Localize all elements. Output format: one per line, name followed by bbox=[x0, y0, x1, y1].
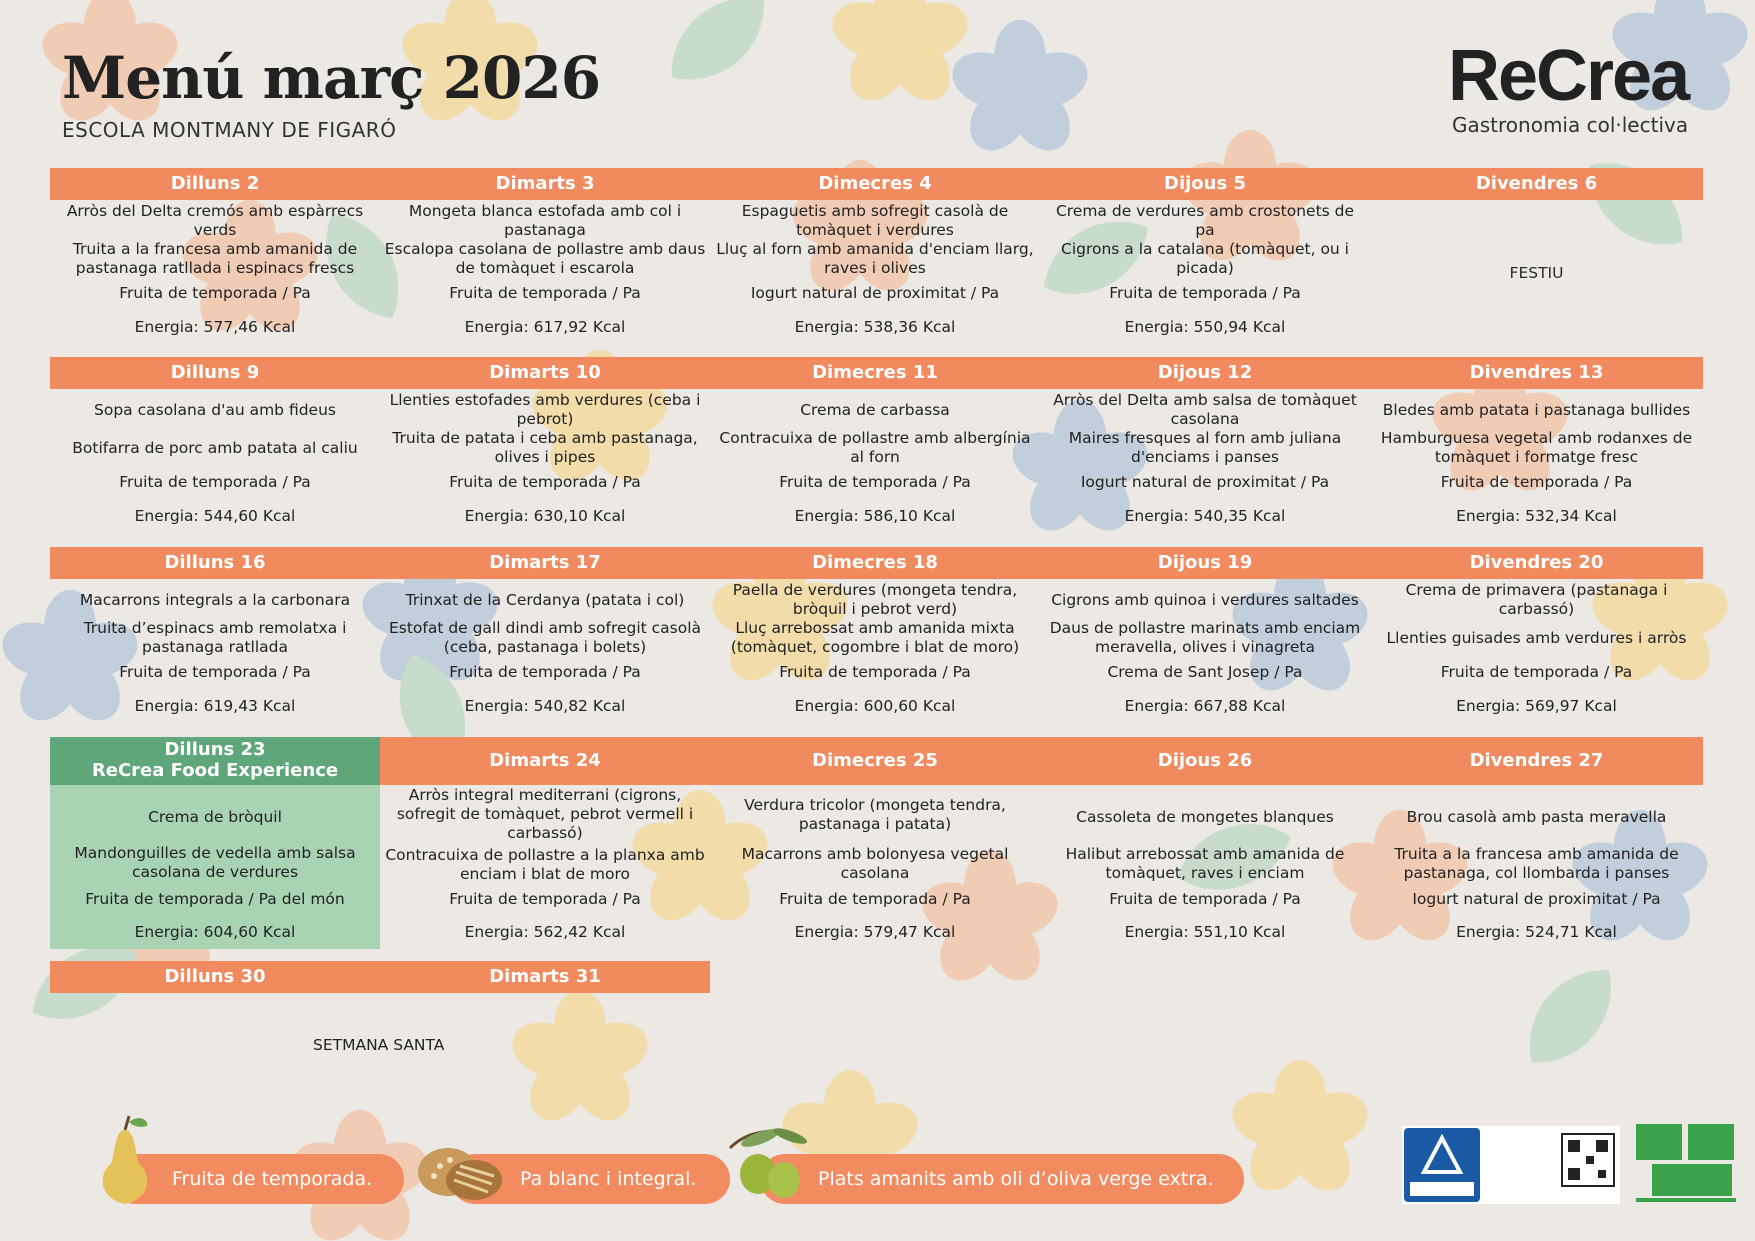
tuv-certification-badge bbox=[1402, 1126, 1620, 1204]
energy: Energia: 630,10 Kcal bbox=[464, 506, 626, 525]
week-1 bbox=[50, 168, 1703, 344]
dessert: Fruita de temporada / Pa bbox=[119, 662, 311, 681]
olive-icon bbox=[720, 1118, 820, 1208]
day-header: Dijous 26 bbox=[1040, 737, 1370, 785]
bo-sa-daqui-logo bbox=[1632, 1120, 1742, 1204]
energy: Energia: 667,88 Kcal bbox=[1124, 696, 1286, 715]
day-header: Dimarts 24 bbox=[380, 737, 710, 785]
second-course: Contracuixa de pollastre amb albergínia al forn bbox=[719, 429, 1031, 466]
energy: Energia: 524,71 Kcal bbox=[1456, 922, 1617, 941]
day-menu bbox=[1040, 785, 1370, 949]
day-menu bbox=[1370, 785, 1703, 949]
day-header: Dijous 5 bbox=[1040, 168, 1370, 200]
second-course: Daus de pollastre marinats amb enciam meravella, olives i vinagreta bbox=[1049, 619, 1361, 656]
energy: Energia: 619,43 Kcal bbox=[134, 696, 296, 715]
first-course: Paella de verdures (mongeta tendra, bròquil i pebrot verd) bbox=[732, 581, 1018, 618]
second-course: Cigrons a la catalana (tomàquet, ou i picada) bbox=[1061, 240, 1349, 277]
day-header: Dilluns 16 bbox=[50, 547, 380, 579]
day-header: Dimarts 17 bbox=[380, 547, 710, 579]
energy: Energia: 538,36 Kcal bbox=[794, 317, 956, 336]
day-header: Dijous 12 bbox=[1040, 357, 1370, 389]
dessert: Crema de Sant Josep / Pa bbox=[1107, 662, 1303, 681]
day-header: Dimecres 18 bbox=[710, 547, 1040, 579]
pear-icon bbox=[85, 1112, 165, 1212]
second-course: Llenties guisades amb verdures i arròs bbox=[1386, 628, 1687, 647]
dessert: Iogurt natural de proximitat / Pa bbox=[1412, 889, 1661, 908]
energy: Energia: 551,10 Kcal bbox=[1124, 922, 1286, 941]
dessert: Fruita de temporada / Pa bbox=[1109, 889, 1301, 908]
dessert: Fruita de temporada / Pa bbox=[779, 662, 971, 681]
first-course: Mongeta blanca estofada amb col i pastanaga bbox=[408, 202, 682, 239]
second-course: Mandonguilles de vedella amb salsa casolana de verdures bbox=[74, 844, 356, 881]
second-course: Truita de patata i ceba amb pastanaga, olives i pipes bbox=[392, 429, 698, 466]
energy: Energia: 562,42 Kcal bbox=[464, 922, 626, 941]
day-menu bbox=[1370, 200, 1703, 344]
energy: Energia: 569,97 Kcal bbox=[1456, 696, 1617, 715]
day-menu bbox=[710, 200, 1040, 344]
second-course: Maires fresques al forn amb juliana d'enciams i panses bbox=[1068, 429, 1342, 466]
day-menu bbox=[1040, 579, 1370, 723]
second-course: Halibut arrebossat amb amanida de tomàquet, raves i enciam bbox=[1065, 845, 1345, 882]
second-course: Escalopa casolana de pollastre amb daus de tomàquet i escarola bbox=[384, 240, 706, 277]
day-header: Dimecres 25 bbox=[710, 737, 1040, 785]
day-header: Dilluns 30 bbox=[50, 961, 380, 993]
week-2 bbox=[50, 357, 1703, 533]
day-label: Dilluns 23 bbox=[164, 739, 266, 761]
day-menu bbox=[710, 389, 1040, 533]
first-course: Crema de carbassa bbox=[800, 400, 950, 419]
recrea-tagline: Gastronomia col·lectiva bbox=[1452, 113, 1689, 137]
second-course: Truita a la francesa amb amanida de pastanaga ratllada i espinacs frescs bbox=[72, 240, 358, 277]
pill-text: Fruita de temporada. bbox=[172, 1168, 373, 1190]
first-course: Verdura tricolor (mongeta tendra, pastanaga i patata) bbox=[744, 796, 1006, 833]
energy: Energia: 600,60 Kcal bbox=[794, 696, 956, 715]
day-menu bbox=[50, 200, 380, 344]
second-course: Macarrons amb bolonyesa vegetal casolana bbox=[741, 845, 1009, 882]
dessert: Fruita de temporada / Pa bbox=[449, 472, 641, 491]
first-course: Espaguetis amb sofregit casolà de tomàquet i verdures bbox=[741, 202, 1009, 239]
energy: Energia: 604,60 Kcal bbox=[134, 922, 296, 941]
first-course: Arròs integral mediterrani (cigrons, sofregit de tomàquet, pebrot vermell i carbassó) bbox=[396, 785, 694, 842]
pill-text: Plats amanits amb oli d’oliva verge extra. bbox=[818, 1168, 1214, 1190]
energy: Energia: 544,60 Kcal bbox=[134, 506, 296, 525]
first-course: Cassoleta de mongetes blanques bbox=[1076, 807, 1334, 826]
dessert: Fruita de temporada / Pa bbox=[1440, 662, 1633, 681]
day-menu bbox=[380, 200, 710, 344]
energy: Energia: 617,92 Kcal bbox=[464, 317, 626, 336]
day-menu bbox=[50, 389, 380, 533]
dessert: Fruita de temporada / Pa bbox=[449, 889, 641, 908]
holiday-note: SETMANA SANTA bbox=[313, 1036, 445, 1054]
dessert: Fruita de temporada / Pa del món bbox=[85, 889, 345, 908]
day-menu bbox=[380, 389, 710, 533]
energy: Energia: 586,10 Kcal bbox=[794, 506, 956, 525]
first-course: Sopa casolana d'au amb fideus bbox=[94, 400, 336, 419]
dessert: Fruita de temporada / Pa bbox=[1440, 472, 1633, 491]
first-course: Crema de bròquil bbox=[148, 807, 282, 826]
day-menu-special bbox=[50, 785, 380, 949]
day-menu bbox=[380, 579, 710, 723]
week-4 bbox=[50, 737, 1703, 949]
special-event-label: ReCrea Food Experience bbox=[91, 760, 339, 781]
bread-icon bbox=[410, 1130, 510, 1210]
day-menu bbox=[710, 579, 1040, 723]
info-pill-olive-oil bbox=[760, 1154, 1244, 1204]
dessert: Fruita de temporada / Pa bbox=[449, 283, 641, 302]
day-header: Divendres 6 bbox=[1370, 168, 1703, 200]
first-course: Macarrons integrals a la carbonara bbox=[79, 590, 351, 609]
page-title: Menú març 2026 bbox=[62, 44, 601, 112]
day-menu bbox=[50, 579, 380, 723]
second-course: Estofat de gall dindi amb sofregit casolà (ceba, pastanaga i bolets) bbox=[388, 619, 702, 656]
energy: Energia: 550,94 Kcal bbox=[1124, 317, 1286, 336]
second-course: Lluç al forn amb amanida d'enciam llarg, raves i olives bbox=[716, 240, 1034, 277]
first-course: Cigrons amb quinoa i verdures saltades bbox=[1051, 590, 1359, 609]
day-header: Dimarts 3 bbox=[380, 168, 710, 200]
first-course: Trinxat de la Cerdanya (patata i col) bbox=[405, 590, 685, 609]
dessert: Iogurt natural de proximitat / Pa bbox=[1080, 472, 1330, 491]
first-course: Llenties estofades amb verdures (ceba i pebrot) bbox=[389, 391, 701, 428]
day-header: Dimarts 10 bbox=[380, 357, 710, 389]
energy: Energia: 540,35 Kcal bbox=[1124, 506, 1286, 525]
second-course: Botifarra de porc amb patata al caliu bbox=[72, 438, 358, 457]
day-menu bbox=[1040, 200, 1370, 344]
second-course: Contracuixa de pollastre a la planxa amb enciam i blat de moro bbox=[385, 846, 705, 883]
energy: Energia: 579,47 Kcal bbox=[794, 922, 956, 941]
day-header: Divendres 20 bbox=[1370, 547, 1703, 579]
energy: Energia: 577,46 Kcal bbox=[134, 317, 296, 336]
day-menu bbox=[380, 785, 710, 949]
day-header: Dilluns 2 bbox=[50, 168, 380, 200]
day-header: Dijous 19 bbox=[1040, 547, 1370, 579]
second-course: Truita a la francesa amb amanida de pastanaga, col llombarda i panses bbox=[1394, 845, 1679, 882]
dessert: Fruita de temporada / Pa bbox=[1109, 283, 1301, 302]
second-course: Lluç arrebossat amb amanida mixta (tomàquet, cogombre i blat de moro) bbox=[730, 619, 1020, 656]
energy: Energia: 540,82 Kcal bbox=[464, 696, 626, 715]
day-header: Divendres 13 bbox=[1370, 357, 1703, 389]
second-course: Hamburguesa vegetal amb rodanxes de tomàquet i formatge fresc bbox=[1380, 429, 1693, 466]
day-header-special bbox=[50, 737, 380, 785]
dessert: Fruita de temporada / Pa bbox=[119, 283, 311, 302]
first-course: Arròs del Delta amb salsa de tomàquet casolana bbox=[1053, 391, 1357, 428]
recrea-logo: ReCrea bbox=[1448, 36, 1689, 116]
first-course: Crema de verdures amb crostonets de pa bbox=[1055, 202, 1355, 239]
pill-text: Pa blanc i integral. bbox=[520, 1168, 697, 1190]
energy: Energia: 532,34 Kcal bbox=[1456, 506, 1617, 525]
first-course: Crema de primavera (pastanaga i carbassó) bbox=[1405, 581, 1668, 618]
week-3 bbox=[50, 547, 1703, 723]
school-name: ESCOLA MONTMANY DE FIGARÓ bbox=[62, 118, 397, 142]
day-header: Dimecres 11 bbox=[710, 357, 1040, 389]
day-header: Dimarts 31 bbox=[380, 961, 710, 993]
week-5 bbox=[50, 961, 1703, 1061]
second-course: Truita d’espinacs amb remolatxa i pastanaga ratllada bbox=[83, 619, 347, 656]
day-menu bbox=[1040, 389, 1370, 533]
day-menu bbox=[1370, 389, 1703, 533]
dessert: Fruita de temporada / Pa bbox=[779, 889, 971, 908]
first-course: Bledes amb patata i pastanaga bullides bbox=[1382, 400, 1691, 419]
first-course: Brou casolà amb pasta meravella bbox=[1406, 807, 1667, 826]
day-menu bbox=[1370, 579, 1703, 723]
dessert: Fruita de temporada / Pa bbox=[449, 662, 641, 681]
dessert: Fruita de temporada / Pa bbox=[119, 472, 311, 491]
dessert: Fruita de temporada / Pa bbox=[779, 472, 971, 491]
day-header: Dilluns 9 bbox=[50, 357, 380, 389]
first-course: Arròs del Delta cremós amb espàrrecs verds bbox=[66, 202, 364, 239]
day-menu bbox=[710, 785, 1040, 949]
day-header: Divendres 27 bbox=[1370, 737, 1703, 785]
dessert: Iogurt natural de proximitat / Pa bbox=[750, 283, 1000, 302]
holiday-label: FESTIU bbox=[1509, 264, 1564, 282]
day-header: Dimecres 4 bbox=[710, 168, 1040, 200]
